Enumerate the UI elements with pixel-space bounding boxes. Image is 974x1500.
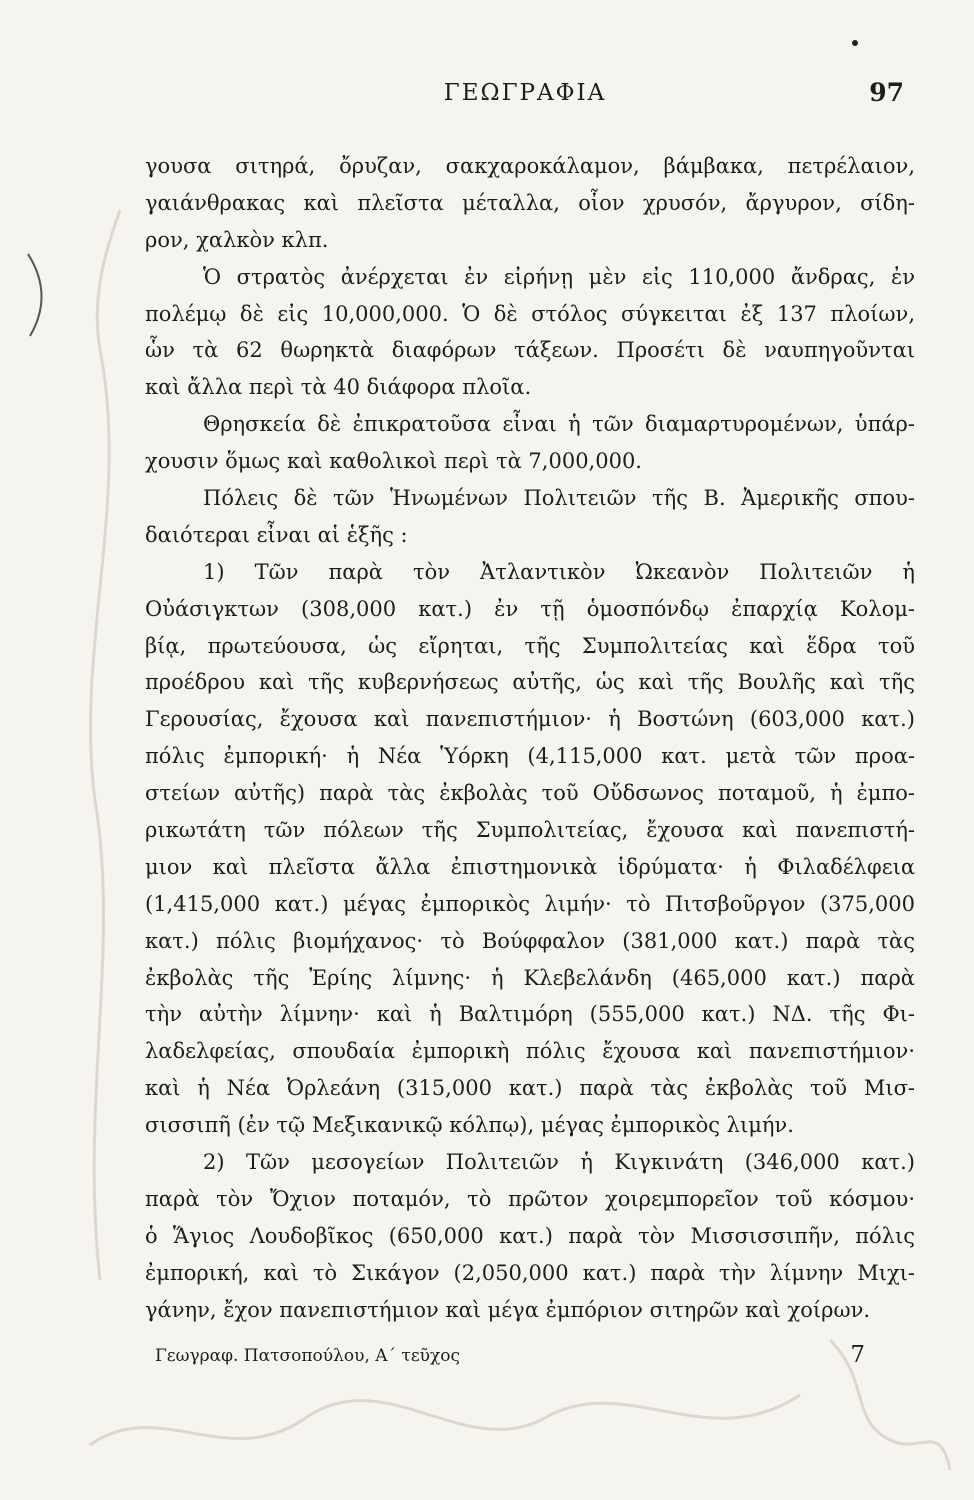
text-line: χουσιν ὅμως καὶ καθολικοὶ περὶ τὰ 7,000,000. (145, 449, 642, 474)
text-line: ρον, χαλκὸν κλπ. (145, 227, 329, 252)
text-line: δαιότεραι εἶναι αἱ ἑξῆς : (145, 522, 408, 547)
text-line: καὶ ἡ Νέα Ὀρλεάνη (315,000 κατ.) παρὰ τὰς ἐκβολὰς τοῦ Μισ- (145, 1076, 915, 1101)
text-line: στείων αὐτῆς) παρὰ τὰς ἐκβολὰς τοῦ Οὔδσωνος ποταμοῦ, ἡ ἐμπο- (145, 781, 915, 806)
text-line: Οὐάσιγκτων (308,000 κατ.) ἐν τῇ ὁμοσπόνδῳ ἐπαρχίᾳ Κολομ- (145, 596, 915, 621)
text-line: τὴν αὐτὴν λίμνην· καὶ ἡ Βαλτιμόρη (555,000 κατ.) ΝΔ. τῆς Φι- (145, 1002, 915, 1027)
text-line: γουσα σιτηρά, ὄρυζαν, σακχαροκάλαμον, βάμβακα, πετρέλαιον, (145, 154, 915, 178)
text-line: πολέμῳ δὲ εἰς 10,000,000. Ὁ δὲ στόλος σύγκειται ἐξ 137 πλοίων, (145, 301, 915, 326)
text-line: προέδρου καὶ τῆς κυβερνήσεως αὐτῆς, ὡς καὶ τῆς Βουλῆς καὶ τῆς (145, 670, 915, 695)
text-line: πόλις ἐμπορική· ἡ Νέα Ὑόρκη (4,115,000 κατ. μετὰ τῶν προα- (145, 744, 915, 769)
text-line: ρικωτάτη τῶν πόλεων τῆς Συμπολιτείας, ἔχουσα καὶ πανεπιστή- (145, 818, 915, 843)
text-line: λαδελφείας, σπουδαία ἐμπορικὴ πόλις ἔχουσα καὶ πανεπιστήμιον· (145, 1039, 915, 1064)
text-line: ἐμπορική, καὶ τὸ Σικάγον (2,050,000 κατ.) παρὰ τὴν λίμνην Μιχι- (145, 1260, 915, 1285)
text-line: καὶ ἄλλα περὶ τὰ 40 διάφορα πλοῖα. (145, 375, 532, 400)
text-line: ὁ Ἅγιος Λουδοβῖκος (650,000 κατ.) παρὰ τὸν Μισσισσιπῆν, πόλις (145, 1223, 915, 1248)
signature-mark: 7 (850, 1342, 865, 1368)
text-line: Θρησκεία δὲ ἐπικρατοῦσα εἶναι ἡ τῶν διαμαρτυρομένων, ὑπάρ- (203, 412, 915, 437)
text-line: Γερουσίας, ἔχουσα καὶ πανεπιστήμιον· ἡ Βοστώνη (603,000 κατ.) (145, 707, 915, 732)
body-text (145, 148, 915, 1329)
text-line: ὧν τὰ 62 θωρηκτὰ διαφόρων τάξεων. Προσέτι δὲ ναυπηγοῦνται (145, 338, 915, 363)
text-line: σισσιπῆ (ἐν τῷ Μεξικανικῷ κόλπῳ), μέγας ἐμπορικὸς λιμήν. (145, 1113, 794, 1138)
ink-dot (852, 40, 858, 46)
text-line: παρὰ τὸν Ὄχιον ποταμόν, τὸ πρῶτον χοιρεμπορεῖον τοῦ κόσμου· (145, 1186, 915, 1211)
text-line: (1,415,000 κατ.) μέγας ἐμπορικὸς λιμήν· τὸ Πιτσβοῦργον (375,000 (145, 891, 915, 916)
text-line: βίᾳ, πρωτεύουσα, ὡς εἴρηται, τῆς Συμπολιτείας καὶ ἕδρα τοῦ (145, 633, 915, 658)
text-line: μιον καὶ πλεῖστα ἄλλα ἐπιστημονικὰ ἱδρύματα· ἡ Φιλαδέλφεια (145, 854, 915, 879)
text-line: γαιάνθρακας καὶ πλεῖστα μέταλλα, οἷον χρυσόν, ἄργυρον, σίδη- (145, 190, 915, 215)
text-line: 1) Τῶν παρὰ τὸν Ἀτλαντικὸν Ὠκεανὸν Πολιτειῶν ἡ (203, 559, 915, 584)
page-header (140, 80, 910, 120)
text-line: ἐκβολὰς τῆς Ἐρίης λίμνης· ἡ Κλεβελάνδη (465,000 κατ.) παρὰ (145, 965, 915, 990)
text-line: 2) Τῶν μεσογείων Πολιτειῶν ἡ Κιγκινάτη (346,000 κατ.) (203, 1150, 915, 1175)
page-footer (155, 1342, 865, 1378)
text-line: Ὁ στρατὸς ἀνέρχεται ἐν εἰρήνῃ μὲν εἰς 110,000 ἄνδρας, ἐν (203, 264, 915, 289)
running-title: ΓΕΩΓΡΑΦΙΑ (443, 80, 607, 106)
page-number: 97 (869, 78, 904, 107)
text-line: γάνην, ἔχον πανεπιστήμιον καὶ μέγα ἐμπόριον σιτηρῶν καὶ χοίρων. (145, 1297, 871, 1322)
text-line: Πόλεις δὲ τῶν Ἡνωμένων Πολιτειῶν τῆς Β. Ἀμερικῆς σπου- (203, 486, 915, 511)
bleed-through-handwriting-left (40, 200, 150, 1300)
bleed-through-handwriting-right (820, 1320, 960, 1480)
footer-text: Γεωγραφ. Πατσοπούλου, Α΄ τεῦχος (155, 1346, 461, 1366)
text-line: κατ.) πόλις βιομήχανος· τὸ Βούφφαλον (381,000 κατ.) παρὰ τὰς (145, 928, 915, 953)
